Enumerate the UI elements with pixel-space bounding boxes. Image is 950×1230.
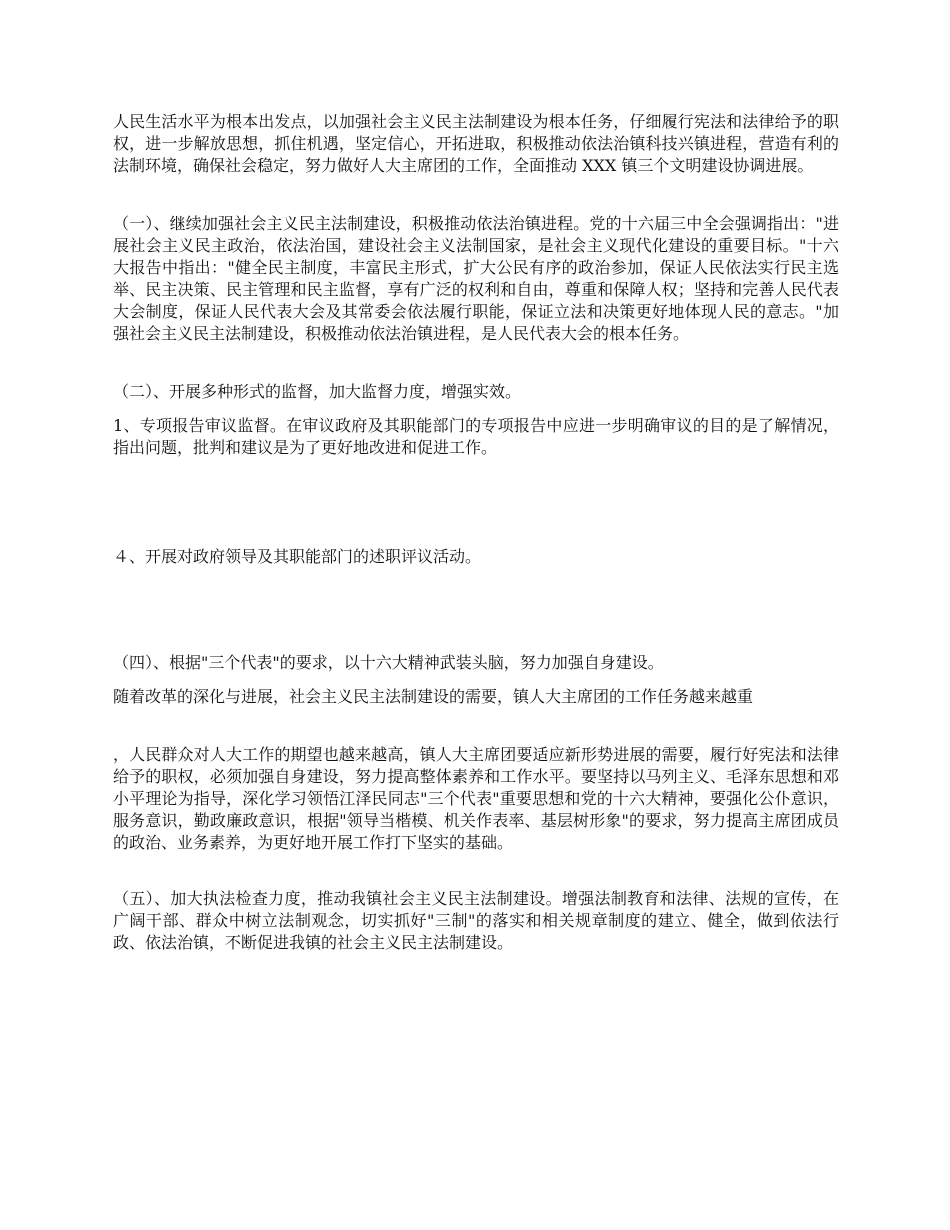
paragraph-section-1: （一）、继续加强社会主义民主法制建设，积极推动依法治镇进程。党的十六届三中全会强调指出："进展社会主义民主政治，依法治国，建设社会主义法制国家，是社会主义现代化建设的重要目标。"十六大报告中指出："健全民主制度，丰富民主形式，扩大公民有序的政治参加，保证人民依法实行民主选举、民主决策、民主管理和民主监督，享有广泛的权利和自由，尊重和保障人权；坚持和完善人民代表大会制度，保证人民代表大会及其常委会依法履行职能，保证立法和决策更好地体现人民的意志。"加强社会主义民主法制建设，积极推动依法治镇进程，是人民代表大会的根本任务。: [113, 214, 839, 343]
paragraph-item-4: ４、开展对政府领导及其职能部门的述职评议活动。: [113, 547, 482, 566]
paragraph-section-4-heading: （四）、根据"三个代表"的要求，以十六大精神武装头脑，努力加强自身建设。: [113, 653, 664, 672]
paragraph-section-5: （五）、加大执法检查力度，推动我镇社会主义民主法制建设。增强法制教育和法律、法规的宣传，在广阔干部、群众中树立法制观念，切实抓好"三制"的落实和相关规章制度的建立、健全，做到依法行政、依法治镇，不断促进我镇的社会主义民主法制建设。: [113, 889, 839, 952]
paragraph-section-4-body-1: 随着改革的深化与进展，社会主义民主法制建设的需要，镇人大主席团的工作任务越来越重: [113, 687, 754, 706]
paragraph-intro: 人民生活水平为根本出发点，以加强社会主义民主法制建设为根本任务，仔细履行宪法和法律给予的职权，进一步解放思想，抓住机遇，坚定信心，开拓进取，积极推动依法治镇科技兴镇进程，营造有利的法制环境，确保社会稳定，努力做好人大主席团的工作，全面推动 XXX 镇三个文明建设协调进展。: [113, 112, 839, 175]
paragraph-section-4-body-2: ，人民群众对人大工作的期望也越来越高，镇人大主席团要适应新形势进展的需要，履行好宪法和法律给予的职权，必须加强自身建设，努力提高整体素养和工作水平。要坚持以马列主义、毛泽东思想和邓小平理论为指导，深化学习领悟江泽民同志"三个代表"重要思想和党的十六大精神，要强化公仆意识，服务意识，勤政廉政意识，根据"领导当楷模、机关作表率、基层树形象"的要求，努力提高主席团成员的政治、业务素养，为更好地开展工作打下坚实的基础。: [113, 745, 839, 852]
paragraph-item-1: 1、专项报告审议监督。在审议政府及其职能部门的专项报告中应进一步明确审议的目的是了解情况，指出问题，批判和建议是为了更好地改进和促进工作。: [113, 416, 839, 457]
paragraph-section-2-heading: （二）、开展多种形式的监督，加大监督力度，增强实效。: [113, 382, 522, 401]
